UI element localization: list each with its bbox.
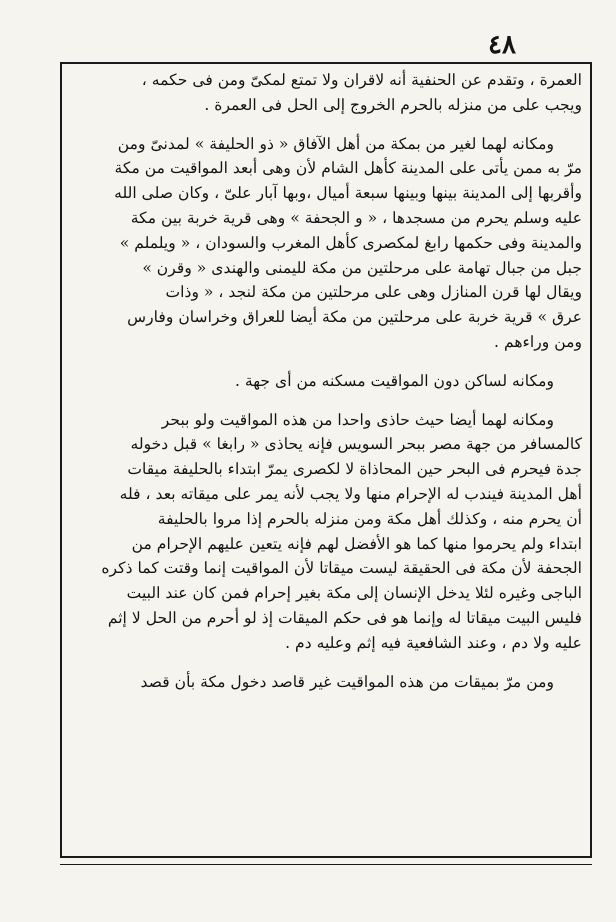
text-line: أن يحرم منه ، وكذلك أهل مكة ومن منزله بالحرم إذا مروا بالحليفة	[157, 509, 582, 528]
text-line: والمدينة وفى حكمها رابغ لمكصرى كأهل المغرب والسودان ، « ويلملم »	[119, 233, 582, 252]
top-rule	[60, 62, 592, 64]
text-line: ويقال لها قرن المنازل وهى على مرحلتين من مكة لنجد ، « وذات	[165, 283, 582, 302]
page-number: ٤٨	[488, 30, 516, 60]
text-line: عليه ولا دم ، وعند الشافعية فيه إثم وعليه دم .	[285, 633, 582, 652]
text-line: ابتداء ولم يحرموا منها كما هو الأفضل لهم فإنه يتعين عليهم الإحرام من	[131, 534, 582, 553]
text-line: أهل المدينة فيندب له الإحرام منها ولا يجب لأنه يمر على ميقاته بعد ، فله	[119, 484, 582, 503]
text-line: جبل من جبال تهامة على مرحلتين من مكة لليمنى والهندى « وقرن »	[142, 258, 582, 277]
text-line: الباجى وغيره لئلا يدخل الإنسان إلى مكة بغير إحرام فمن كان عند البيت	[126, 584, 582, 603]
text-line: عرق » قرية خربة على مرحلتين من مكة أيضا للعراق وخراسان وفارس	[127, 308, 582, 327]
text-line: ويجب على من منزله بالحرم الخروج إلى الحل فى العمرة .	[204, 95, 582, 114]
text-line: ومكانه لهما أيضا حيث حاذى واحدا من هذه المواقيت ولو ببحر	[161, 410, 554, 429]
text-line: مرّ به ممن يأتى على المدينة كأهل الشام لأن وهى أبعد المواقيت من مكة	[114, 159, 582, 178]
text-line: فليس البيت ميقاتا له وإنما هو فى حكم الميقات إذ لو أحرم من الحل لا إثم	[107, 608, 582, 627]
page-body-text	[70, 68, 582, 694]
text-line: وأقربها إلى المدينة بينها وبينها سبعة أميال ،وبها آبار علىّ ، وكان صلى الله	[114, 184, 582, 203]
right-rule	[590, 62, 592, 858]
text-line: ومكانه لهما لغير من بمكة من أهل الآفاق « ذو الحليفة » لمدنىّ ومن	[117, 134, 554, 153]
text-line: ومن وراءهم .	[494, 332, 582, 351]
text-line: عليه وسلم يحرم من مسجدها ، « و الجحفة » وهى قرية خربة بين مكة	[130, 208, 582, 227]
text-line: جدة فيحرم فى البحر حين المحاذاة لا لكصرى يمرّ ابتداء بالحليفة ميقات	[127, 460, 582, 479]
paragraph-gap	[70, 656, 582, 670]
bottom-rule	[60, 856, 592, 865]
text-line: الجحفة لأن مكة فى الحقيقة ليست ميقاتا لأن المواقيت إنما وقتت كما ذكره	[101, 559, 582, 578]
text-line: ومكانه لساكن دون المواقيت مسكنه من أى جهة .	[234, 371, 554, 390]
text-line: العمرة ، وتقدم عن الحنفية أنه لاقران ولا تمتع لمكىّ ومن فى حكمه ،	[141, 71, 582, 89]
paragraph-gap	[70, 118, 582, 132]
text-line: ومن مرّ بميقات من هذه المواقيت غير قاصد دخول مكة بأن قصد	[140, 672, 554, 691]
paragraph-gap	[70, 394, 582, 408]
left-rule	[60, 62, 62, 858]
text-line: كالمسافر من جهة مصر ببحر السويس فإنه يحاذى « رابغا » قبل دخوله	[130, 435, 582, 454]
paragraph-gap	[70, 355, 582, 369]
